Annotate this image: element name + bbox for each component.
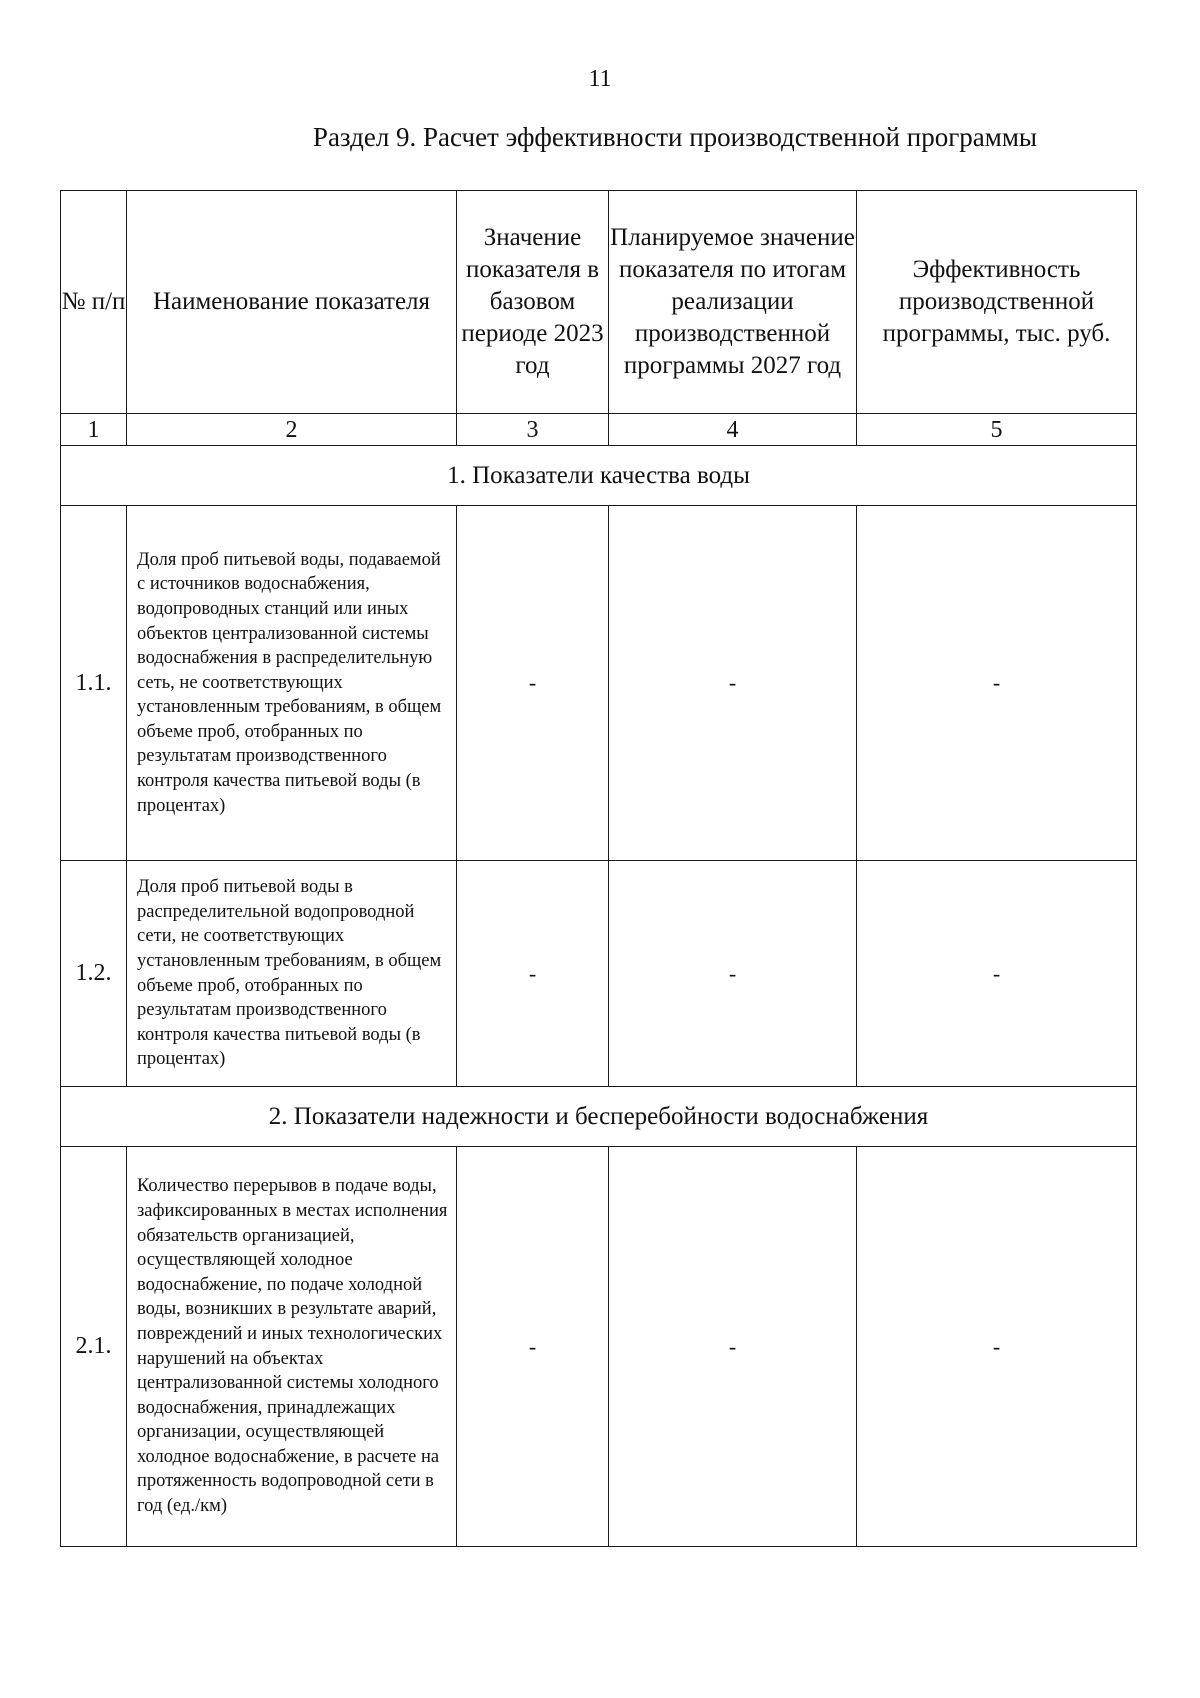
section-title-water-quality: 1. Показатели качества воды (61, 446, 1137, 506)
section-title: Раздел 9. Расчет эффективности производственной программы (312, 122, 1038, 152)
section-row (61, 446, 1137, 506)
planned-value: - (609, 506, 857, 861)
efficiency-value: - (857, 1147, 1137, 1547)
indicator-name: Доля проб питьевой воды, подаваемой с источников водоснабжения, водопроводных станций или иных объектов централизованной системы водоснабжения в распределительную сеть, не соответствующих установленным требованиям, в общем объеме проб, отобранных по результатам производственного контроля качества питьевой воды (в процентах) (127, 506, 457, 861)
efficiency-value: - (857, 861, 1137, 1087)
header-indicator-name: Наименование показателя (127, 191, 457, 414)
table-row (61, 1147, 1137, 1547)
base-value: - (457, 861, 609, 1087)
table-row (61, 506, 1137, 861)
header-planned-value: Планируемое значение показателя по итогам реализации производственной программы 2027 год (609, 191, 857, 414)
page-number: 11 (588, 66, 612, 92)
efficiency-value: - (857, 506, 1137, 861)
indicator-name: Доля проб питьевой воды в распределительной водопроводной сети, не соответствующих установленным требованиям, в общем объеме проб, отобранных по результатам производственного контроля качества питьевой воды (в процентах) (127, 861, 457, 1087)
efficiency-table (60, 190, 1137, 1547)
base-value: - (457, 1147, 609, 1547)
header-row (61, 191, 1137, 414)
row-number: 1.2. (61, 861, 127, 1087)
column-number: 4 (609, 414, 857, 446)
column-number: 1 (61, 414, 127, 446)
planned-value: - (609, 861, 857, 1087)
column-number: 3 (457, 414, 609, 446)
header-base-value: Значение показателя в базовом периоде 2023 год (457, 191, 609, 414)
column-number: 2 (127, 414, 457, 446)
section-row (61, 1087, 1137, 1147)
indicator-name: Количество перерывов в подаче воды, зафиксированных в местах исполнения обязательств организацией, осуществляющей холодное водоснабжение, по подаче холодной воды, возникших в результате аварий, повреждений и иных технологических нарушений на объектах централизованной системы холодного водоснабжения, принадлежащих организации, осуществляющей холодное водоснабжение, в расчете на протяженность водопроводной сети в год (ед./км) (127, 1147, 457, 1547)
column-number: 5 (857, 414, 1137, 446)
section-title-reliability: 2. Показатели надежности и бесперебойности водоснабжения (61, 1087, 1137, 1147)
header-efficiency: Эффективность производственной программы, тыс. руб. (857, 191, 1137, 414)
row-number: 2.1. (61, 1147, 127, 1547)
table-row (61, 861, 1137, 1087)
row-number: 1.1. (61, 506, 127, 861)
base-value: - (457, 506, 609, 861)
column-numbers-row (61, 414, 1137, 446)
header-number: № п/п (61, 191, 127, 414)
planned-value: - (609, 1147, 857, 1547)
